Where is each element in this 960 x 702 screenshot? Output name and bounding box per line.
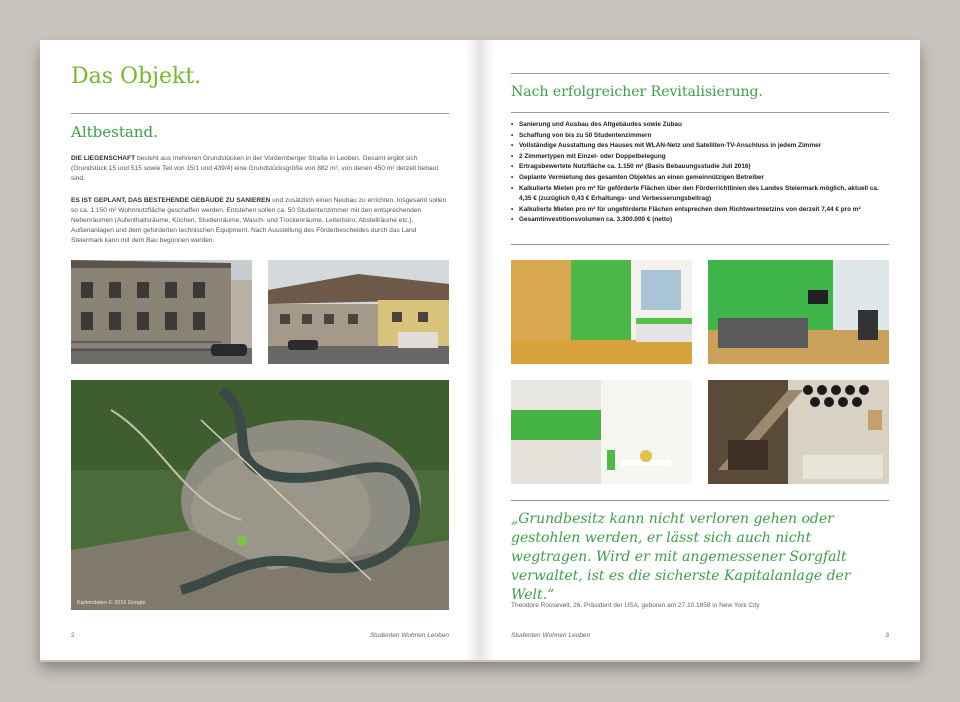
photo-living-room-stairs <box>708 380 889 484</box>
list-item: • Sanierung und Ausbau des Altgebäudes sowie Zubau <box>511 120 891 131</box>
list-item: • Schaffung von bis zu 50 Studentenzimmern <box>511 131 891 142</box>
photo-old-building-facade <box>71 260 252 364</box>
list-item: • Ertragsbewertete Nutzfläche ca. 1.150 m² (Basis Bebauungsstudie Juli 2016) <box>511 162 891 173</box>
list-item: • Kalkulierte Mieten pro m² für ungeförderte Flächen entsprechen dem Richtwertmietzins von derzeit 7,44 € pro m² <box>511 205 891 216</box>
divider <box>511 500 889 501</box>
paragraph-text: und zusätzlich einen Neubau zu errichten. Insgesamt sollen so ca. 1.150 m² Wohnnutzfläche geschaffen werden. Entstehen sollen ca. 50 Studentenzimmer mit den entsprechenden Nebenräumen (Aufenthaltsräume, Küchen, Studienräume, Wasch- und Trockenräume, Leiterbüro, Abstellräume etc.), Außenanlagen und dem geforderten technischen Equipment. Nach Ausstellung des Förderbescheides durch das Land Steiermark kann mit dem Bau begonnen werden. <box>71 197 447 244</box>
left-page <box>40 40 480 660</box>
footer-title: Studenten Wohnen Leoben <box>369 632 449 639</box>
divider <box>511 112 889 113</box>
list-item: • Kalkulierte Mieten pro m² für geförderte Flächen über den Förderrichtlinien des Landes Steiermark möglich, aktuell ca. 4,35 € (zuzüglich 0,43 € Erhaltungs- und Verbesserungsbeitrag) <box>511 184 891 205</box>
photo-kitchen <box>511 380 692 484</box>
aerial-map-leoben <box>71 380 449 610</box>
photo-room-green-wall-bed <box>708 260 889 364</box>
list-item: • Gesamtinvestitionsvolumen ca. 3.300.000 € (netto) <box>511 215 891 226</box>
divider <box>511 244 889 245</box>
photo-room-green-wardrobe <box>511 260 692 364</box>
section-heading: Nach erfolgreicher Revitalisierung. <box>511 84 763 100</box>
page-title: Das Objekt. <box>71 64 202 89</box>
feature-list <box>511 120 891 226</box>
quote-text: „Grundbesitz kann nicht verloren gehen oder gestohlen werden, er lässt sich auch nicht wegtragen. Wird er mit angemessener Sorgfalt verwaltet, ist es die sicherste Kapitalanlage der Welt.“ <box>511 511 851 603</box>
quote-citation: Theodore Roosevelt, 26. Präsident der USA, geboren am 27.10.1858 in New York City <box>511 602 760 609</box>
divider <box>511 73 889 74</box>
footer-title: Studenten Wohnen Leoben <box>511 632 591 639</box>
paragraph-lead: DIE LIEGENSCHAFT <box>71 155 136 162</box>
map-credit: Kartendaten © 2016 Google <box>77 600 146 606</box>
right-page <box>480 40 920 660</box>
photo-old-building-courtyard <box>268 260 449 364</box>
list-item: • 2 Zimmertypen mit Einzel- oder Doppelbelegung <box>511 152 891 163</box>
paragraph-text: besteht aus mehreren Grundstücken in der Vordernberger Straße in Leoben. Gesamt ergibt sich (Grundstück 15 und 515 sowie Teil von 15/1 und 439/4) eine Grundstücksgröße von 882 m², von denen 450 m² derzeit bebaut sind. <box>71 155 439 182</box>
paragraph-lead: ES IST GEPLANT, DAS BESTEHENDE GEBÄUDE ZU SANIEREN <box>71 197 271 204</box>
divider <box>71 113 449 114</box>
list-item: • Vollständige Ausstattung des Hauses mit WLAN-Netz und Satelliten-TV-Anschluss in jedem Zimmer <box>511 141 891 152</box>
paragraph-1 <box>71 154 449 184</box>
list-item: • Geplante Vermietung des gesamten Objektes an einen gemeinnützigen Betreiber <box>511 173 891 184</box>
paragraph-2 <box>71 196 449 246</box>
page-number: 3 <box>885 632 889 639</box>
section-title: Altbestand. <box>71 123 158 141</box>
page-number: 2 <box>71 632 75 639</box>
